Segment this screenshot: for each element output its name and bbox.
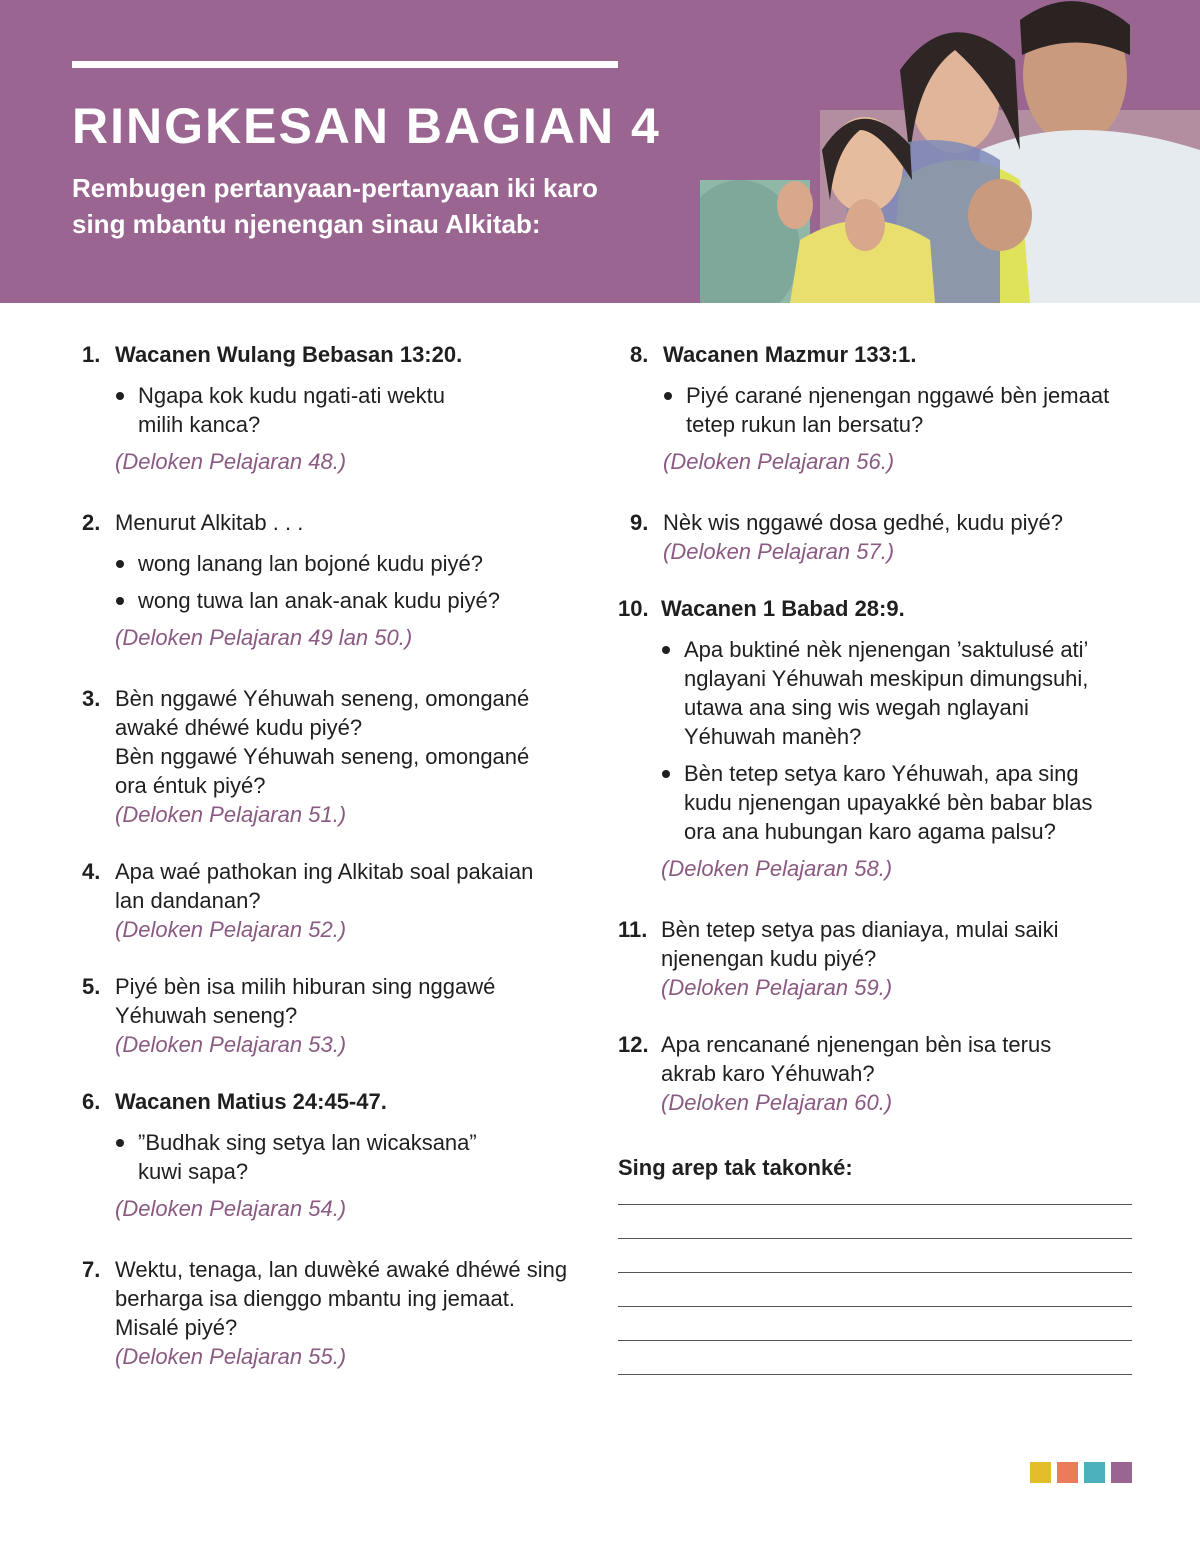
lesson-reference: (Deloken Pelajaran 59.) bbox=[661, 975, 893, 1000]
note-line[interactable] bbox=[618, 1306, 1132, 1307]
lesson-reference: (Deloken Pelajaran 55.) bbox=[115, 1344, 347, 1369]
color-swatches bbox=[1030, 1462, 1132, 1483]
question-number: 12. bbox=[618, 1032, 649, 1057]
question-number: 9. bbox=[630, 510, 649, 535]
question-item-3 bbox=[82, 684, 582, 829]
bullet-item: Bèn tetep setya karo Yéhuwah, apa sing kudu njenengan upayakké bèn babar blas ora ana hubungan karo agama palsu? bbox=[661, 759, 1114, 846]
page-subtitle: Rembugen pertanyaan-pertanyaan iki karo sing mbantu njenengan sinau Alkitab: bbox=[72, 173, 598, 239]
header-rule bbox=[72, 61, 618, 68]
bullet-item: ”Budhak sing setya lan wicaksana” kuwi sapa? bbox=[115, 1128, 498, 1186]
lesson-reference: (Deloken Pelajaran 56.) bbox=[663, 449, 895, 474]
question-item-5 bbox=[82, 972, 582, 1059]
question-text: Bèn tetep setya pas dianiaya, mulai saiki njenengan kudu piyé? bbox=[661, 917, 1059, 971]
note-line[interactable] bbox=[618, 1238, 1132, 1239]
question-number: 11. bbox=[618, 917, 648, 942]
question-title: Wacanen Matius 24:45-47. bbox=[115, 1089, 387, 1114]
lesson-reference: (Deloken Pelajaran 58.) bbox=[661, 856, 893, 881]
question-number: 2. bbox=[82, 510, 101, 535]
question-number: 7. bbox=[82, 1257, 101, 1282]
question-number: 4. bbox=[82, 859, 101, 884]
question-text: Apa waé pathokan ing Alkitab soal pakaian lan dandanan? bbox=[115, 859, 534, 913]
question-item-2 bbox=[82, 508, 582, 652]
question-title: Wacanen 1 Babad 28:9. bbox=[661, 596, 905, 621]
bullet-item: wong tuwa lan anak-anak kudu piyé? bbox=[115, 586, 582, 615]
questions-left-column bbox=[82, 340, 582, 1371]
question-item-8 bbox=[630, 340, 1150, 476]
lesson-reference: (Deloken Pelajaran 54.) bbox=[115, 1196, 347, 1221]
family-praying-illustration bbox=[700, 0, 1200, 303]
question-number: 3. bbox=[82, 686, 101, 711]
question-title: Wacanen Wulang Bebasan 13:20. bbox=[115, 342, 463, 367]
question-number: 8. bbox=[630, 342, 649, 367]
header-banner bbox=[0, 0, 1200, 303]
page-title: RINGKESAN BAGIAN 4 bbox=[72, 98, 661, 154]
note-line[interactable] bbox=[618, 1204, 1132, 1205]
question-item-11 bbox=[618, 915, 1138, 1002]
swatch-yellow bbox=[1030, 1462, 1051, 1483]
question-bullets bbox=[115, 1128, 582, 1186]
notes-lines[interactable] bbox=[618, 1204, 1138, 1375]
question-item-6 bbox=[82, 1087, 582, 1223]
bullet-item: Apa buktiné nèk njenengan ’saktulusé ati’ nglayani Yéhuwah meskipun dimungsuhi, utawa ana sing wis wegah nglayani Yéhuwah manèh? bbox=[661, 635, 1114, 751]
question-text-line: Bèn nggawé Yéhuwah seneng, omongané ora éntuk piyé? bbox=[115, 744, 530, 798]
swatch-purple bbox=[1111, 1462, 1132, 1483]
bullet-item: Ngapa kok kudu ngati-ati wektu milih kanca? bbox=[115, 381, 483, 439]
swatch-teal bbox=[1084, 1462, 1105, 1483]
questions-right-column bbox=[618, 340, 1138, 1375]
note-line[interactable] bbox=[618, 1340, 1132, 1341]
question-text: Menurut Alkitab . . . bbox=[115, 510, 304, 535]
question-number: 5. bbox=[82, 974, 101, 999]
lesson-reference: (Deloken Pelajaran 53.) bbox=[115, 1032, 347, 1057]
lesson-reference: (Deloken Pelajaran 49 lan 50.) bbox=[115, 625, 413, 650]
lesson-reference: (Deloken Pelajaran 51.) bbox=[115, 802, 347, 827]
question-bullets bbox=[115, 381, 582, 439]
question-title: Wacanen Mazmur 133:1. bbox=[663, 342, 917, 367]
question-number: 6. bbox=[82, 1089, 101, 1114]
question-bullets bbox=[115, 549, 582, 615]
question-number: 1. bbox=[82, 342, 101, 367]
question-bullets bbox=[661, 635, 1138, 846]
note-line[interactable] bbox=[618, 1272, 1132, 1273]
question-text: Piyé bèn isa milih hiburan sing nggawé Yéhuwah seneng? bbox=[115, 974, 496, 1028]
question-bullets bbox=[663, 381, 1150, 439]
lesson-reference: (Deloken Pelajaran 48.) bbox=[115, 449, 347, 474]
question-text-line: Bèn nggawé Yéhuwah seneng, omongané awaké dhéwé kudu piyé? bbox=[115, 686, 530, 740]
lesson-reference: (Deloken Pelajaran 60.) bbox=[661, 1090, 893, 1115]
question-item-4 bbox=[82, 857, 582, 944]
swatch-orange bbox=[1057, 1462, 1078, 1483]
question-number: 10. bbox=[618, 596, 649, 621]
question-item-10 bbox=[618, 594, 1138, 883]
lesson-reference: (Deloken Pelajaran 52.) bbox=[115, 917, 347, 942]
notes-label: Sing arep tak takonké: bbox=[618, 1155, 853, 1180]
question-text: Apa rencanané njenengan bèn isa terus akrab karo Yéhuwah? bbox=[661, 1032, 1052, 1086]
question-item-1 bbox=[82, 340, 582, 476]
bullet-item: Piyé carané njenengan nggawé bèn jemaat tetep rukun lan bersatu? bbox=[663, 381, 1136, 439]
question-item-7 bbox=[82, 1255, 582, 1371]
bullet-item: wong lanang lan bojoné kudu piyé? bbox=[115, 549, 582, 578]
question-item-12 bbox=[618, 1030, 1138, 1117]
question-text: Wektu, tenaga, lan duwèké awaké dhéwé sing berharga isa dienggo mbantu ing jemaat. Misalé piyé? bbox=[115, 1257, 568, 1340]
lesson-reference: (Deloken Pelajaran 57.) bbox=[663, 539, 895, 564]
note-line[interactable] bbox=[618, 1374, 1132, 1375]
question-text: Nèk wis nggawé dosa gedhé, kudu piyé? bbox=[663, 510, 1063, 535]
question-item-9 bbox=[630, 508, 1150, 566]
